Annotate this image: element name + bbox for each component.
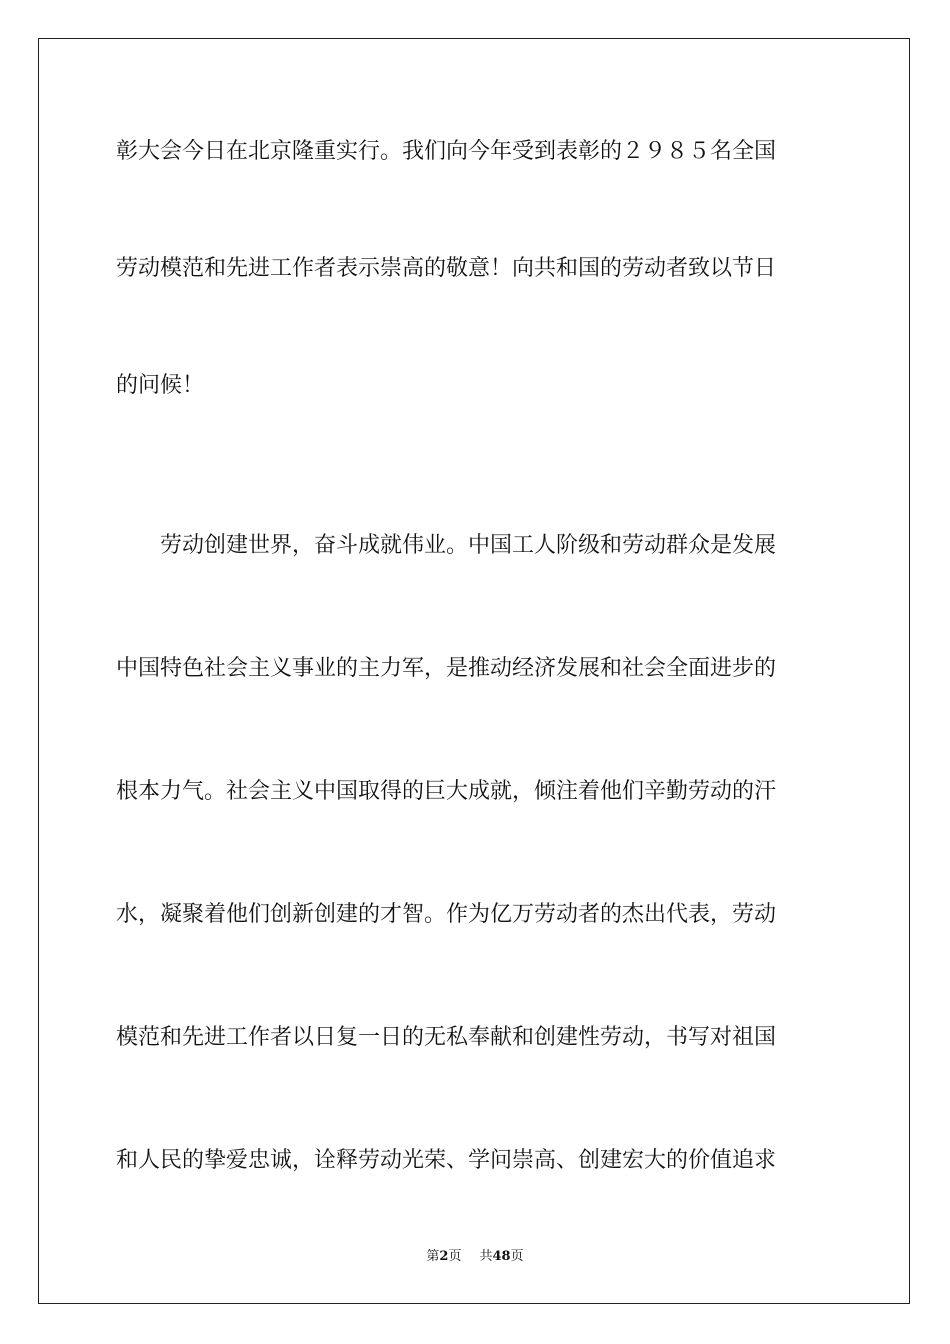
- text-line-2: 劳动模范和先进工作者表示崇高的敬意！向共和国的劳动者致以节日: [116, 256, 777, 281]
- text-line-3: 的问候！: [116, 373, 205, 398]
- text-line-5: 中国特色社会主义事业的主力军，是推动经济发展和社会全面进步的: [116, 656, 777, 681]
- text-line-4: 劳动创建世界，奋斗成就伟业。中国工人阶级和劳动群众是发展: [116, 533, 777, 558]
- text-line-7: 水，凝聚着他们创新创建的才智。作为亿万劳动者的杰出代表，劳动: [116, 902, 777, 927]
- footer-total-pages: 48: [492, 1249, 511, 1264]
- text-line-1: 彰大会今日在北京隆重实行。我们向今年受到表彰的２９８５名全国: [116, 139, 777, 164]
- footer-page-suffix: 页: [448, 1249, 462, 1264]
- text-line-8: 模范和先进工作者以日复一日的无私奉献和创建性劳动，书写对祖国: [116, 1025, 777, 1050]
- footer-page-prefix: 第: [426, 1249, 440, 1264]
- text-line-9: 和人民的挚爱忠诚，诠释劳动光荣、学问崇高、创建宏大的价值追求: [116, 1148, 777, 1173]
- footer-page-number: 2: [439, 1249, 449, 1264]
- document-body: [116, 132, 836, 1181]
- text-line-6: 根本力气。社会主义中国取得的巨大成就，倾注着他们辛勤劳动的汗: [116, 779, 777, 804]
- footer-total-suffix: 页: [510, 1249, 524, 1264]
- footer-total-prefix: 共: [479, 1249, 493, 1264]
- page-footer: [0, 1245, 950, 1264]
